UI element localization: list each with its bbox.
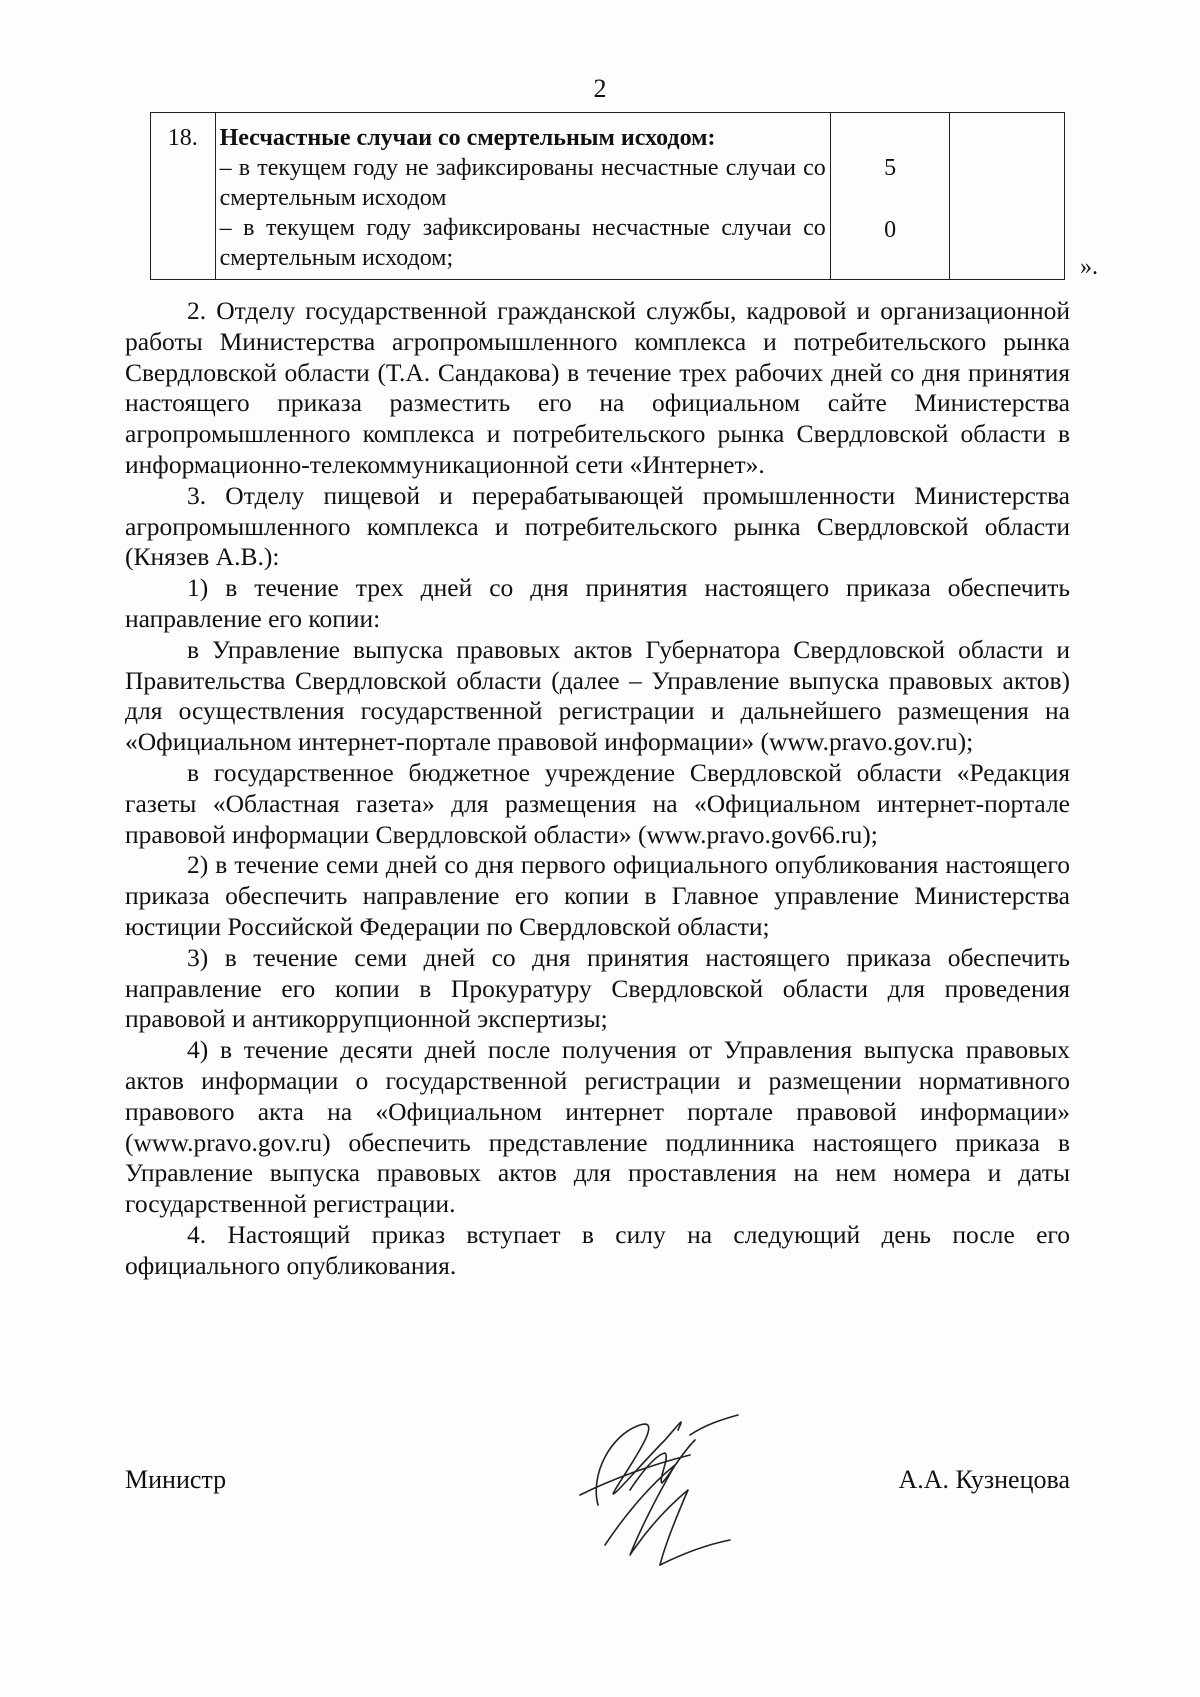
paragraph: в государственное бюджетное учреждение Свердловской области «Редакция газеты «Областная газета» для размещения на «Официальном интернет-портале правовой информации Свердловской области» (www.pravo.gov66.ru); (125, 757, 1070, 849)
item-value: 0 (884, 217, 897, 243)
paragraph: 4. Настоящий приказ вступает в силу на следующий день после его официального опубликования. (125, 1219, 1070, 1280)
row-description-cell (215, 113, 830, 280)
table-row (151, 113, 1065, 280)
item-value: 5 (884, 155, 897, 181)
paragraph: 2) в течение семи дней со дня первого официального опубликования настоящего приказа обеспечить направление его копии в Главное управление Министерства юстиции Российской Федерации по Свердловской области; (125, 850, 1070, 941)
value-spacer (831, 183, 950, 215)
paragraph: 3. Отделу пищевой и перерабатывающей промышленности Министерства агропромышленного комплекса и потребительского рынка Свердловской области (Князев А.В.): (125, 480, 1070, 572)
signatory-name: А.А. Кузнецова (898, 1465, 1070, 1494)
row-title: Несчастные случаи со смертельным исходом: (219, 125, 716, 151)
paragraph: в Управление выпуска правовых актов Губернатора Свердловской области и Правительства Свердловской области (далее – Управление выпуска правовых актов) для осуществления государственной регистрации и дальнейшего размещения на «Официальном интернет-портале правовой информации» (www.pravo.gov.ru); (125, 634, 1070, 757)
closing-quote: ». (1080, 254, 1098, 280)
signatory-position: Министр (125, 1465, 227, 1494)
row-item: – в текущем году не зафиксированы несчастные случаи со смертельным исходом (219, 155, 826, 211)
paragraph: 3) в течение семи дней со дня принятия настоящего приказа обеспечить направление его копии в Прокуратуру Свердловской области для проведения правовой и антикоррупционной экспертизы; (125, 942, 1070, 1034)
empty-cell (950, 113, 1065, 280)
row-number-cell: 18. (151, 113, 216, 280)
paragraph: 1) в течение трех дней со дня принятия настоящего приказа обеспечить направление его копии: (125, 573, 1070, 633)
page-number: 2 (593, 74, 607, 103)
row-item: – в текущем году зафиксированы несчастные случаи со смертельным исходом; (219, 215, 826, 271)
handwritten-signature (570, 1395, 750, 1585)
document-body (125, 296, 1070, 1282)
row-value-cell (830, 113, 950, 280)
paragraph: 2. Отделу государственной гражданской службы, кадровой и организационной работы Министерства агропромышленного комплекса и потребительского рынка Свердловской области (Т.А. Сандакова) в течение трех рабочих дней со дня принятия настоящего приказа разместить его на официальном сайте Министерства агропромышленного комплекса и потребительского рынка Свердловской области в информационно-телекоммуникационной сети «Интернет». (125, 296, 1070, 479)
indicators-table (150, 112, 1065, 280)
paragraph: 4) в течение десяти дней после получения от Управления выпуска правовых актов информации о государственной регистрации и размещении нормативного правового акта на «Официальном интернет портале правовой информации» (www.pravo.gov.ru) обеспечить представление подлинника настоящего приказа в Управление выпуска правовых актов для проставления на нем номера и даты государственной регистрации. (125, 1035, 1070, 1219)
